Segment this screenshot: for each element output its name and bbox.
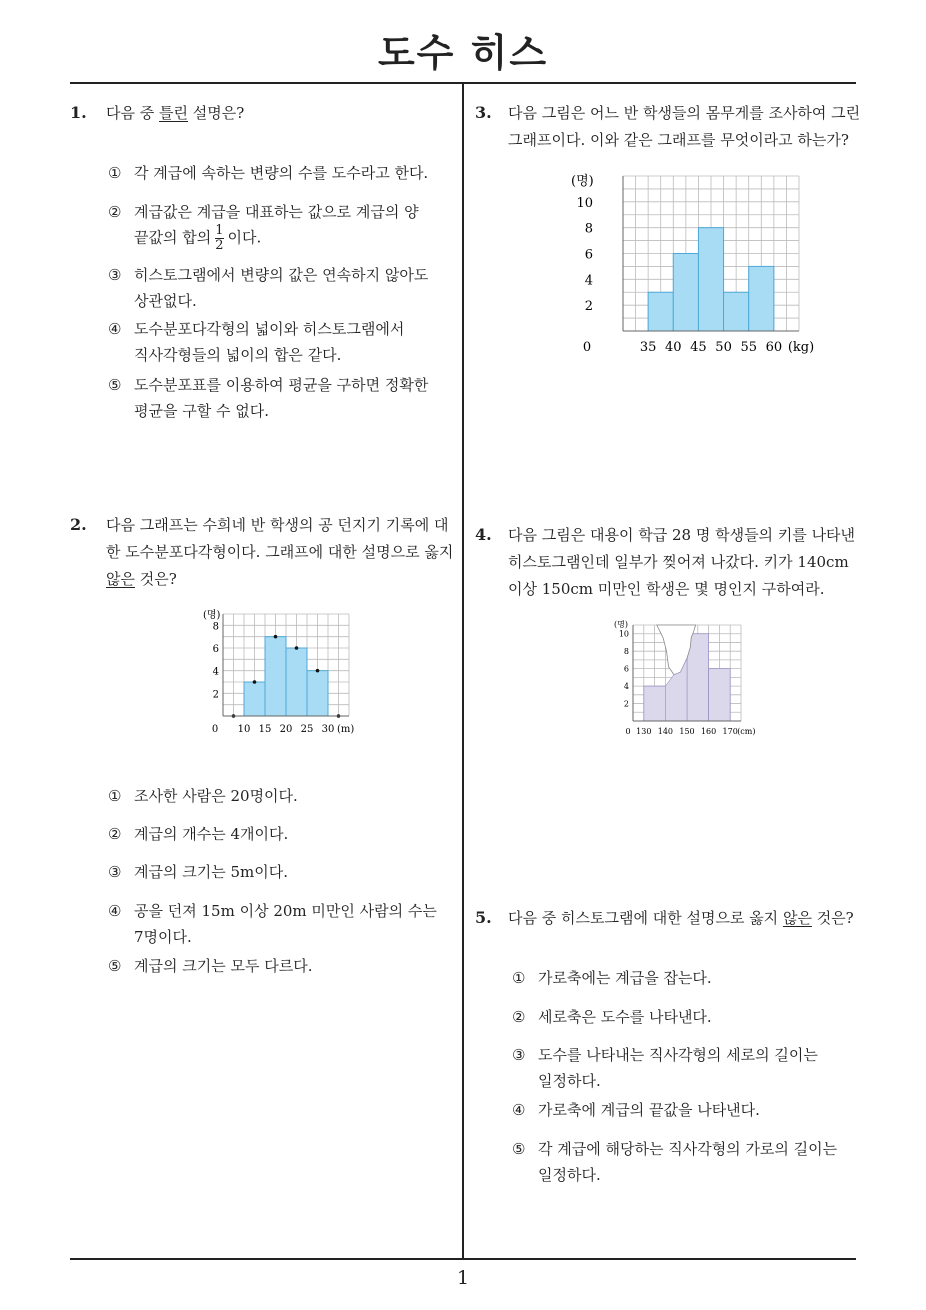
question-text-underlined: 틀린 — [159, 104, 188, 122]
option-text: 계급값은 계급을 대표하는 값으로 계급의 양 — [134, 203, 419, 221]
y-tick-label: 4 — [623, 682, 629, 692]
x-tick-label: 130 — [636, 727, 652, 736]
option-text-part: 이다. — [227, 228, 262, 247]
option-mark: ① — [108, 164, 122, 182]
x-tick-label: 140 — [657, 727, 674, 736]
option-text: 일정하다. — [538, 1072, 601, 1090]
y-tick-label: 8 — [212, 621, 219, 633]
question-text-part: 것은? — [134, 570, 177, 588]
q2-frequency-polygon-chart — [195, 604, 370, 739]
option-text: 조사한 사람은 20명이다. — [134, 787, 298, 805]
question-text-underlined: 않은 — [106, 570, 135, 588]
question-number: 4. — [475, 525, 492, 544]
x-axis-unit: (kg) — [787, 340, 815, 355]
x-tick-label: 20 — [279, 724, 293, 735]
option-mark: ④ — [108, 320, 122, 338]
y-axis-label: (명) — [203, 610, 221, 621]
option-mark: ② — [512, 1008, 526, 1026]
y-tick-label: 4 — [584, 273, 593, 289]
column-divider — [462, 83, 464, 1259]
question-text — [106, 100, 244, 127]
q3-histogram-chart — [565, 168, 815, 358]
option-text: 히스토그램에서 변량의 값은 연속하지 않아도 — [134, 266, 429, 284]
x-tick-label: 25 — [300, 724, 314, 735]
x-tick-label: 0 — [625, 727, 631, 736]
x-tick-label: 45 — [690, 340, 707, 355]
x-tick-label: 160 — [700, 727, 717, 736]
option-text: 가로축에는 계급을 잡는다. — [538, 969, 712, 987]
option-text-line2 — [134, 224, 261, 253]
option-text: 가로축에 계급의 끝값을 나타낸다. — [538, 1101, 760, 1119]
option-mark: ⑤ — [108, 957, 122, 975]
y-tick-label: 2 — [212, 689, 219, 701]
histogram-bar — [307, 671, 328, 716]
option-text: 평균을 구할 수 없다. — [134, 402, 269, 420]
x-tick-label: 30 — [321, 724, 335, 735]
option-text-part: 끝값의 합의 — [134, 228, 212, 247]
option-mark: ④ — [108, 902, 122, 920]
histogram-bar — [698, 228, 723, 331]
histogram-bar — [286, 648, 307, 716]
question-text-part: 설명은? — [188, 104, 245, 122]
x-tick-label: 15 — [258, 724, 272, 735]
histogram-bar — [265, 637, 286, 716]
bottom-rule — [70, 1258, 856, 1260]
option-mark: ① — [108, 787, 122, 805]
y-tick-label: 8 — [584, 221, 593, 237]
option-mark: ① — [512, 969, 526, 987]
option-text: 계급의 크기는 5m이다. — [134, 863, 288, 881]
question-text-line2: 히스토그램인데 일부가 찢어져 나갔다. 키가 140cm — [508, 553, 849, 571]
y-tick-label: 8 — [623, 647, 629, 657]
question-number: 2. — [70, 515, 87, 534]
x-tick-label: 40 — [665, 340, 682, 355]
x-axis-unit: (cm) — [737, 727, 756, 736]
x-tick-label: 50 — [715, 340, 732, 355]
histogram-bar — [648, 292, 673, 331]
histogram-bar — [724, 292, 749, 331]
question-text-underlined: 않은 — [782, 909, 812, 927]
option-mark: ③ — [108, 266, 122, 284]
y-tick-label: 6 — [212, 644, 219, 655]
y-tick-label: 10 — [576, 195, 593, 211]
option-mark: ⑤ — [512, 1140, 526, 1158]
option-text: 계급의 크기는 모두 다르다. — [134, 957, 313, 975]
page-title: 도수 히스 — [377, 31, 549, 75]
option-text: 7명이다. — [134, 928, 192, 946]
option-text: 상관없다. — [134, 292, 197, 310]
x-tick-label: 150 — [679, 727, 695, 736]
option-text: 도수분포표를 이용하여 평균을 구하면 정확한 — [134, 376, 429, 394]
question-text-line3: 이상 150cm 미만인 학생은 몇 명인지 구하여라. — [508, 580, 825, 598]
x-tick-label: 60 — [765, 340, 783, 355]
option-mark: ④ — [512, 1101, 526, 1119]
histogram-bar — [709, 669, 731, 721]
question-text — [508, 905, 854, 932]
option-mark: ⑤ — [108, 376, 122, 394]
x-tick-label: 10 — [237, 724, 251, 735]
option-text: 직사각형들의 넓이의 합은 같다. — [134, 346, 342, 364]
y-tick-label: 2 — [584, 299, 593, 315]
option-mark: ③ — [108, 863, 122, 881]
x-tick-label: 35 — [639, 340, 657, 355]
x-tick-label: 0 — [582, 340, 592, 355]
page-number: 1 — [456, 1267, 470, 1289]
question-text-part: 다음 중 — [106, 104, 160, 122]
question-text-line1: 다음 그림은 어느 반 학생들의 몸무게를 조사하여 그린 — [508, 104, 861, 122]
option-text: 일정하다. — [538, 1166, 601, 1184]
option-text: 공을 던져 15m 이상 20m 미만인 사람의 수는 — [134, 902, 437, 920]
question-text-line3 — [106, 566, 177, 593]
option-text: 계급의 개수는 4개이다. — [134, 825, 289, 843]
polygon-point — [316, 669, 320, 673]
histogram-bar — [644, 686, 666, 721]
question-text-part: 다음 중 히스토그램에 대한 설명으로 옳지 — [508, 909, 783, 927]
polygon-point — [295, 646, 299, 650]
question-text-part: 것은? — [811, 909, 854, 927]
y-tick-label: 10 — [618, 629, 629, 639]
polygon-point — [253, 680, 257, 684]
histogram-bar — [749, 266, 774, 331]
question-number: 1. — [70, 103, 87, 122]
option-text: 세로축은 도수를 나타낸다. — [538, 1008, 712, 1026]
option-text: 도수를 나타내는 직사각형의 세로의 길이는 — [538, 1046, 818, 1064]
x-tick-label: 0 — [211, 724, 219, 735]
fraction-denominator: 2 — [215, 238, 224, 253]
q4-torn-histogram-chart — [608, 617, 768, 742]
fraction-one-half — [215, 224, 223, 253]
option-mark: ② — [108, 825, 122, 843]
x-axis-unit: (m) — [337, 724, 355, 735]
question-number: 5. — [475, 908, 492, 927]
y-axis-label: (명) — [614, 620, 628, 629]
x-tick-label: 55 — [740, 340, 757, 355]
option-mark: ③ — [512, 1046, 526, 1064]
y-tick-label: 4 — [212, 666, 219, 678]
y-tick-label: 6 — [584, 247, 593, 263]
histogram-bar — [244, 682, 265, 716]
y-tick-label: 6 — [623, 664, 629, 674]
question-text-line1: 다음 그래프는 수희네 반 학생의 공 던지기 기록에 대 — [106, 516, 449, 534]
histogram-bar — [673, 254, 698, 332]
question-text-line2: 그래프이다. 이와 같은 그래프를 무엇이라고 하는가? — [508, 131, 849, 149]
option-mark: ② — [108, 203, 122, 221]
fraction-numerator: 1 — [215, 223, 224, 238]
question-text-line2: 한 도수분포다각형이다. 그래프에 대한 설명으로 옳지 — [106, 543, 454, 561]
question-text-line1: 다음 그림은 대용이 학급 28 명 학생들의 키를 나타낸 — [508, 526, 856, 544]
option-text: 각 계급에 해당하는 직사각형의 가로의 길이는 — [538, 1140, 838, 1158]
x-tick-label: 170 — [722, 727, 738, 736]
y-axis-label: (명) — [571, 174, 594, 189]
option-text: 각 계급에 속하는 변량의 수를 도수라고 한다. — [134, 164, 429, 182]
y-tick-label: 2 — [623, 699, 629, 709]
option-text: 도수분포다각형의 넓이와 히스토그램에서 — [134, 320, 405, 338]
question-number: 3. — [475, 103, 492, 122]
polygon-point — [274, 635, 278, 639]
